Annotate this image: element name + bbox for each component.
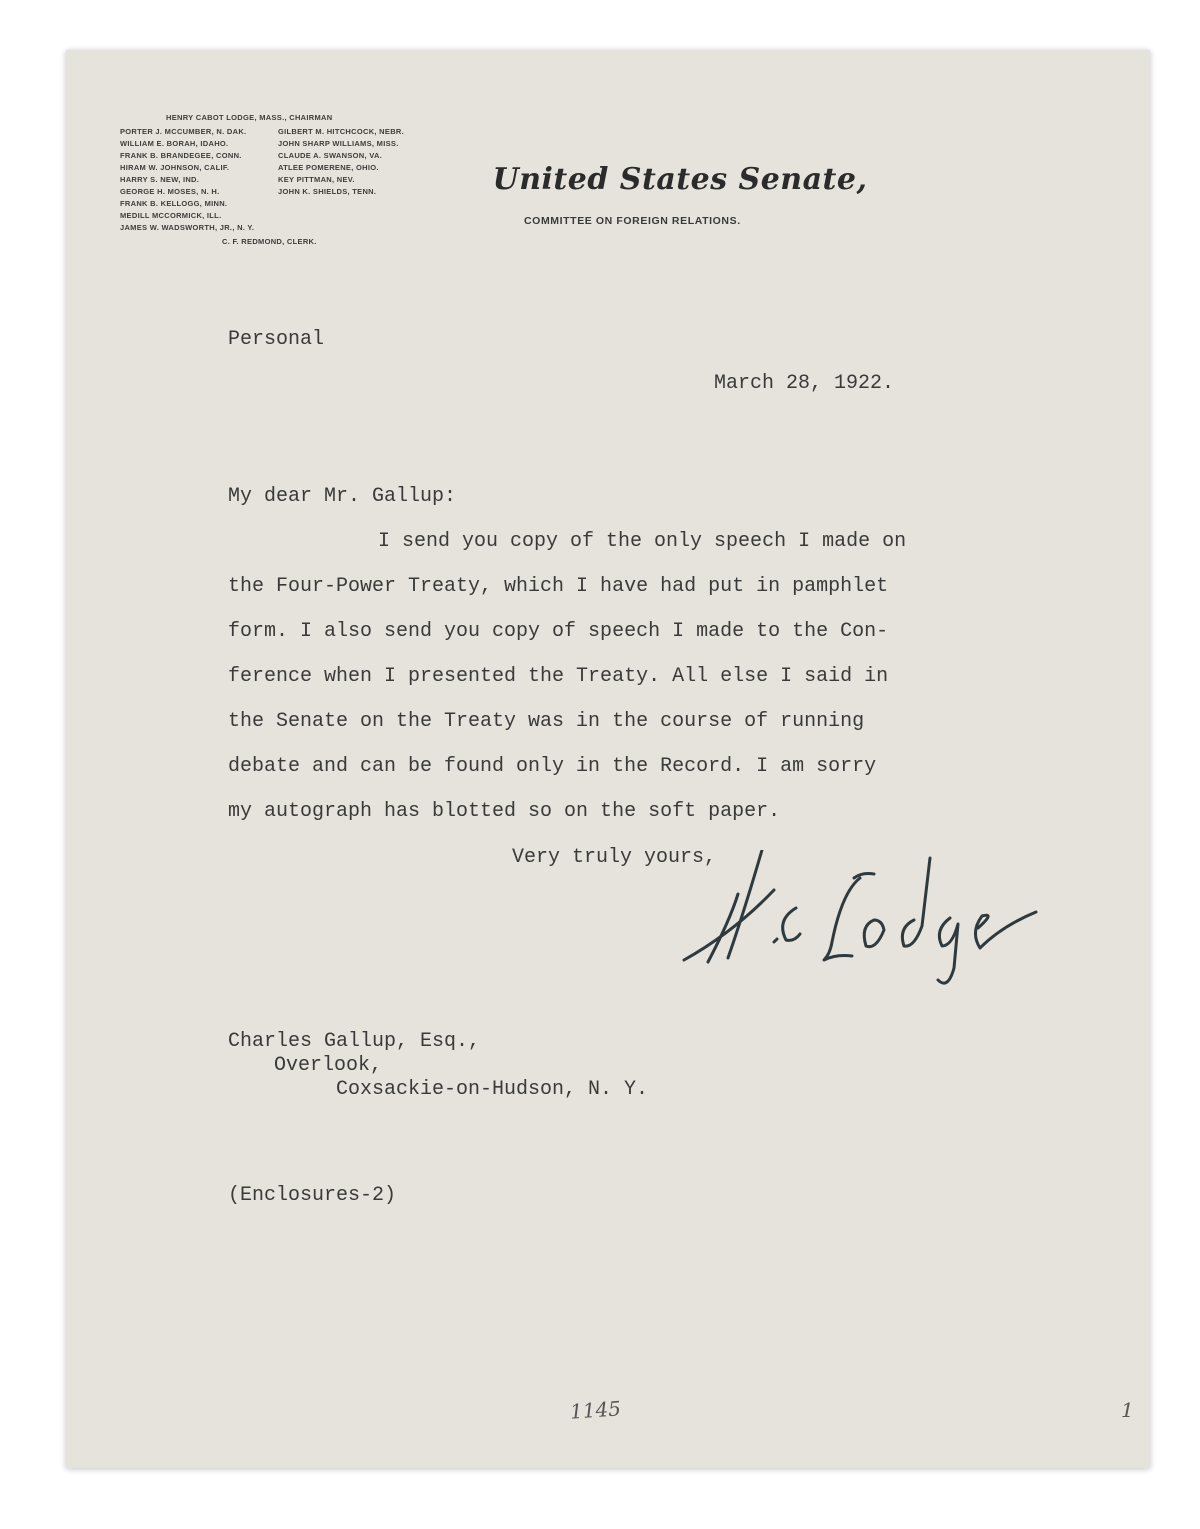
body-line: the Four-Power Treaty, which I have had put in pamphlet xyxy=(228,575,889,598)
signature-stroke xyxy=(854,874,874,879)
member-name: FRANK B. BRANDEGEE, CONN. xyxy=(120,151,242,160)
member-name: KEY PITTMAN, NEV. xyxy=(278,175,355,184)
signature-stroke xyxy=(864,920,884,947)
member-name: ATLEE POMERENE, OHIO. xyxy=(278,163,379,172)
signature-stroke xyxy=(938,918,958,983)
letter-sheet xyxy=(66,50,1150,1468)
clerk-line: C. F. REDMOND, CLERK. xyxy=(222,237,317,246)
address-line: Charles Gallup, Esq., xyxy=(228,1030,481,1053)
letterhead-title: United States Senate, xyxy=(492,162,868,197)
member-name: PORTER J. MCCUMBER, N. DAK. xyxy=(120,127,247,136)
body-line: the Senate on the Treaty was in the course of running xyxy=(228,710,865,733)
member-name: WILLIAM E. BORAH, IDAHO. xyxy=(120,139,229,148)
members-right-list xyxy=(278,126,404,198)
signature-stroke xyxy=(774,939,777,942)
signature-h-c-lodge xyxy=(678,850,1058,1000)
closing: Very truly yours, xyxy=(512,846,717,869)
signature-stroke xyxy=(902,858,930,946)
signature-stroke xyxy=(783,908,800,940)
signature-stroke xyxy=(824,878,860,960)
body-line: I send you copy of the only speech I made on xyxy=(378,530,907,553)
member-name: MEDILL MCCORMICK, ILL. xyxy=(120,211,222,220)
member-name: HIRAM W. JOHNSON, CALIF. xyxy=(120,163,230,172)
body-line: form. I also send you copy of speech I made to the Con- xyxy=(228,620,889,643)
member-name: HARRY S. NEW, IND. xyxy=(120,175,200,184)
pencil-annotation: 1145 xyxy=(569,1396,622,1424)
personal-marking: Personal xyxy=(228,328,325,351)
signature-stroke xyxy=(975,912,1036,948)
chairman-line: HENRY CABOT LODGE, MASS., CHAIRMAN xyxy=(166,113,333,122)
member-name: JOHN SHARP WILLIAMS, MISS. xyxy=(278,139,399,148)
salutation: My dear Mr. Gallup: xyxy=(228,485,457,508)
body-line: ference when I presented the Treaty. All else I said in xyxy=(228,665,889,688)
member-name: GILBERT M. HITCHCOCK, NEBR. xyxy=(278,127,405,136)
letterhead-subtitle: COMMITTEE ON FOREIGN RELATIONS. xyxy=(524,215,741,227)
member-name: JOHN K. SHIELDS, TENN. xyxy=(278,187,377,196)
address-line: Overlook, xyxy=(274,1054,383,1077)
member-name: FRANK B. KELLOGG, MINN. xyxy=(120,199,228,208)
members-left-list xyxy=(120,126,254,234)
enclosures: (Enclosures-2) xyxy=(228,1184,397,1207)
page-number: 1 xyxy=(1121,1398,1134,1422)
member-name: GEORGE H. MOSES, N. H. xyxy=(120,187,220,196)
address-line: Coxsackie-on-Hudson, N. Y. xyxy=(336,1078,649,1101)
body-line: my autograph has blotted so on the soft paper. xyxy=(228,800,781,823)
member-name: CLAUDE A. SWANSON, VA. xyxy=(278,151,383,160)
member-name: JAMES W. WADSWORTH, JR., N. Y. xyxy=(120,223,255,232)
signature-stroke xyxy=(684,890,774,960)
body-line: debate and can be found only in the Record. I am sorry xyxy=(228,755,877,778)
letter-date: March 28, 1922. xyxy=(714,372,895,395)
